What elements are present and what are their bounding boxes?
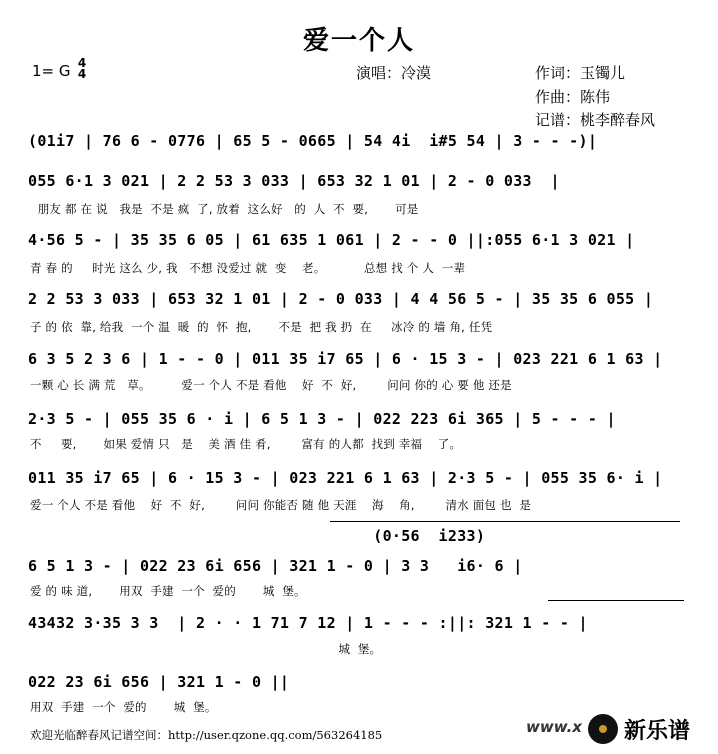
lyric-row-5: 一颗 心 长 满 荒 草。 爱一 个人 不是 看他 好 不 好, 问问 你的 心 要 他 还是 [30, 378, 512, 392]
staff-row-11: 022 23 6i 656 | 321 1 - 0 || [28, 673, 290, 691]
page-title: 爱一个人 [302, 26, 415, 56]
lyricist: 作词：玉镯儿 [535, 64, 626, 82]
staff-row-6: 2·3 5 - | 055 35 6 · i | 6 5 1 3 - | 022 223 6i 365 | 5 - - - | [28, 410, 616, 428]
brand-logo [526, 710, 714, 750]
time-sig-top: 4 [77, 56, 87, 70]
site-watermark: www.x [526, 718, 582, 736]
staff-row-7: 011 35 i7 65 | 6 · 15 3 - | 023 221 6 1 63 | 2·3 5 - | 055 35 6· i | [28, 469, 663, 487]
staff-row-5: 6 3 5 2 3 6 | 1 - - 0 | 011 35 i7 65 | 6 · 15 3 - | 023 221 6 1 63 | [28, 350, 663, 368]
composer: 作曲：陈伟 [535, 88, 611, 106]
lyric-row-4: 子 的 依 靠, 给我 一个 温 暖 的 怀 抱, 不是 把 我 扔 在 冰冷 的 墙 角, 任凭 [30, 320, 493, 334]
lyric-row-2: 朋友 都 在 说 我是 不是 疯 了, 放着 这么好 的 人 不 要, 可是 [30, 202, 419, 216]
singer: 演唱：冷漠 [356, 64, 432, 82]
time-sig-bottom: 4 [77, 67, 87, 81]
lyric-row-9: 爱 的 味 道, 用双 手建 一个 爱的 城 堡。 [30, 584, 306, 598]
brand-name: 新乐谱 [624, 719, 691, 744]
footer-text: 欢迎光临醉春风记谱空间：http://user.qzone.qq.com/563264185 [30, 728, 383, 742]
staff-row-10: 43432 3·35 3 3 | 2 · · 1 71 7 12 | 1 - - - :||: 321 1 - - | [28, 614, 588, 632]
staff-row-1: (01i7 | 76 6 - 0776 | 65 5 - 0665 | 54 4i i#5 54 | 3 - - -)| [28, 132, 598, 150]
lyric-row-10: 城 堡。 [30, 642, 382, 656]
staff-row-4: 2 2 53 3 033 | 653 32 1 01 | 2 - 0 033 | 4 4 56 5 - | 35 35 6 055 | [28, 290, 654, 308]
staff-row-8: (0·56 i233) [28, 527, 486, 545]
volta-bracket-1 [330, 521, 680, 522]
lyric-row-11: 用双 手建 一个 爱的 城 堡。 [30, 700, 217, 714]
lyric-row-6: 不 要, 如果 爱情 只 是 美 酒 佳 肴, 富有 的人都 找到 幸福 了。 [30, 437, 462, 451]
lyric-row-7: 爱一 个人 不是 看他 好 不 好, 问问 你能否 随 他 天涯 海 角, 清水 面包 也 是 [30, 498, 532, 512]
record-disc-icon [588, 714, 618, 744]
staff-row-3: 4·56 5 - | 35 35 6 05 | 61 635 1 061 | 2 - - 0 ||:055 6·1 3 021 | [28, 231, 635, 249]
staff-row-9: 6 5 1 3 - | 022 23 6i 656 | 321 1 - 0 | 3 3 i6· 6 | [28, 557, 523, 575]
lyric-row-3: 青 春 的 时光 这么 少, 我 不想 没爱过 就 变 老。 总想 找 个 人 一辈 [30, 261, 466, 275]
staff-row-2: 055 6·1 3 021 | 2 2 53 3 033 | 653 32 1 01 | 2 - 0 033 | [28, 172, 560, 190]
transcriber: 记谱：桃李醉春风 [535, 111, 656, 129]
time-signature [76, 58, 88, 80]
volta-bracket-2 [548, 600, 684, 601]
key-signature: 1= G [32, 62, 71, 80]
